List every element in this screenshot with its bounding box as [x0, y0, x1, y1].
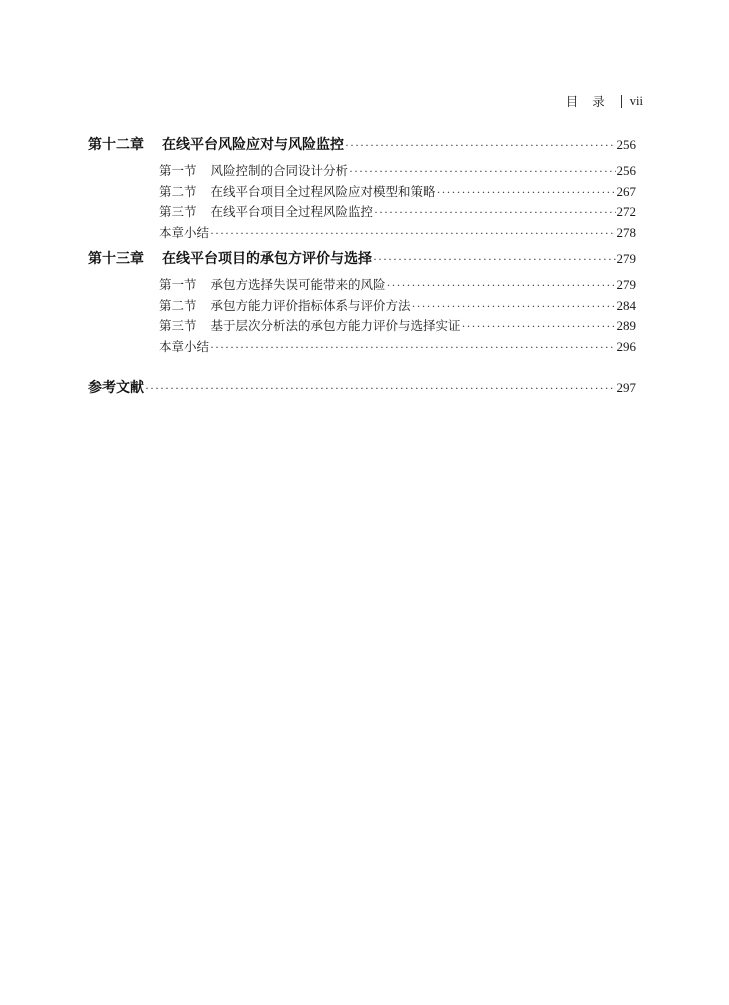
dot-leader [374, 202, 615, 223]
chapter-number: 第十三章 [88, 251, 144, 267]
dot-leader [373, 248, 616, 270]
toc-chapter-13[interactable] [88, 248, 636, 270]
toc-references[interactable] [88, 377, 636, 399]
toc-summary-12[interactable] [88, 223, 636, 244]
dot-leader [210, 223, 615, 244]
section-number: 第二节 [159, 297, 197, 313]
page-number: 256 [616, 137, 636, 152]
dot-leader [345, 134, 616, 156]
section-number: 第二节 [159, 183, 197, 199]
section-title: 本章小结 [159, 338, 210, 354]
section-label [159, 202, 373, 223]
toc-section-13-3[interactable] [88, 316, 636, 337]
page-number: 297 [616, 380, 636, 395]
running-head-title: 目录 [565, 94, 619, 109]
chapter-title: 在线平台风险应对与风险监控 [162, 137, 344, 153]
page-number: 279 [616, 277, 636, 292]
section-title: 风险控制的合同设计分析 [210, 163, 349, 178]
page-number: 272 [616, 204, 636, 219]
chapter-label [88, 134, 344, 156]
page-number: 296 [616, 338, 636, 354]
toc-summary-13[interactable] [88, 337, 636, 358]
section-title: 在线平台项目全过程风险应对模型和策略 [210, 183, 436, 199]
section-number: 第一节 [159, 163, 197, 178]
section-number: 第三节 [159, 318, 197, 333]
page-number: 267 [616, 183, 636, 199]
section-title: 基于层次分析法的承包方能力评价与选择实证 [210, 318, 461, 333]
section-label [159, 316, 461, 337]
page-number: 284 [616, 297, 636, 313]
section-title: 本章小结 [159, 224, 210, 240]
toc-section-12-3[interactable] [88, 202, 636, 223]
section-label [159, 337, 209, 358]
page-number: 279 [616, 251, 636, 266]
page-number: 289 [616, 318, 636, 333]
chapter-title: 参考文献 [88, 380, 144, 396]
section-label [159, 182, 436, 203]
toc-section-12-1[interactable] [88, 161, 636, 182]
chapter-label [88, 248, 372, 270]
running-head-divider [621, 95, 622, 108]
table-of-contents [88, 134, 636, 399]
dot-leader [412, 296, 616, 317]
section-label [159, 223, 209, 244]
section-label [159, 296, 411, 317]
section-label [159, 161, 348, 182]
dot-leader [437, 182, 616, 203]
chapter-title: 在线平台项目的承包方评价与选择 [162, 251, 372, 267]
toc-chapter-12[interactable] [88, 134, 636, 156]
section-number: 第三节 [159, 204, 197, 219]
section-title: 承包方选择失误可能带来的风险 [210, 277, 386, 292]
section-number: 第一节 [159, 277, 197, 292]
dot-leader [210, 337, 615, 358]
running-head [566, 92, 643, 110]
toc-section-12-2[interactable] [88, 182, 636, 203]
section-label [159, 275, 386, 296]
page-number: 256 [616, 163, 636, 178]
dot-leader [462, 316, 616, 337]
running-head-page-number: vii [629, 93, 643, 108]
dot-leader [349, 161, 615, 182]
section-title: 在线平台项目全过程风险监控 [210, 204, 374, 219]
toc-section-13-1[interactable] [88, 275, 636, 296]
toc-section-13-2[interactable] [88, 296, 636, 317]
chapter-number: 第十二章 [88, 137, 144, 153]
chapter-label [88, 377, 144, 399]
dot-leader [145, 377, 616, 399]
dot-leader [387, 275, 616, 296]
page-number: 278 [616, 224, 636, 240]
section-title: 承包方能力评价指标体系与评价方法 [210, 297, 411, 313]
